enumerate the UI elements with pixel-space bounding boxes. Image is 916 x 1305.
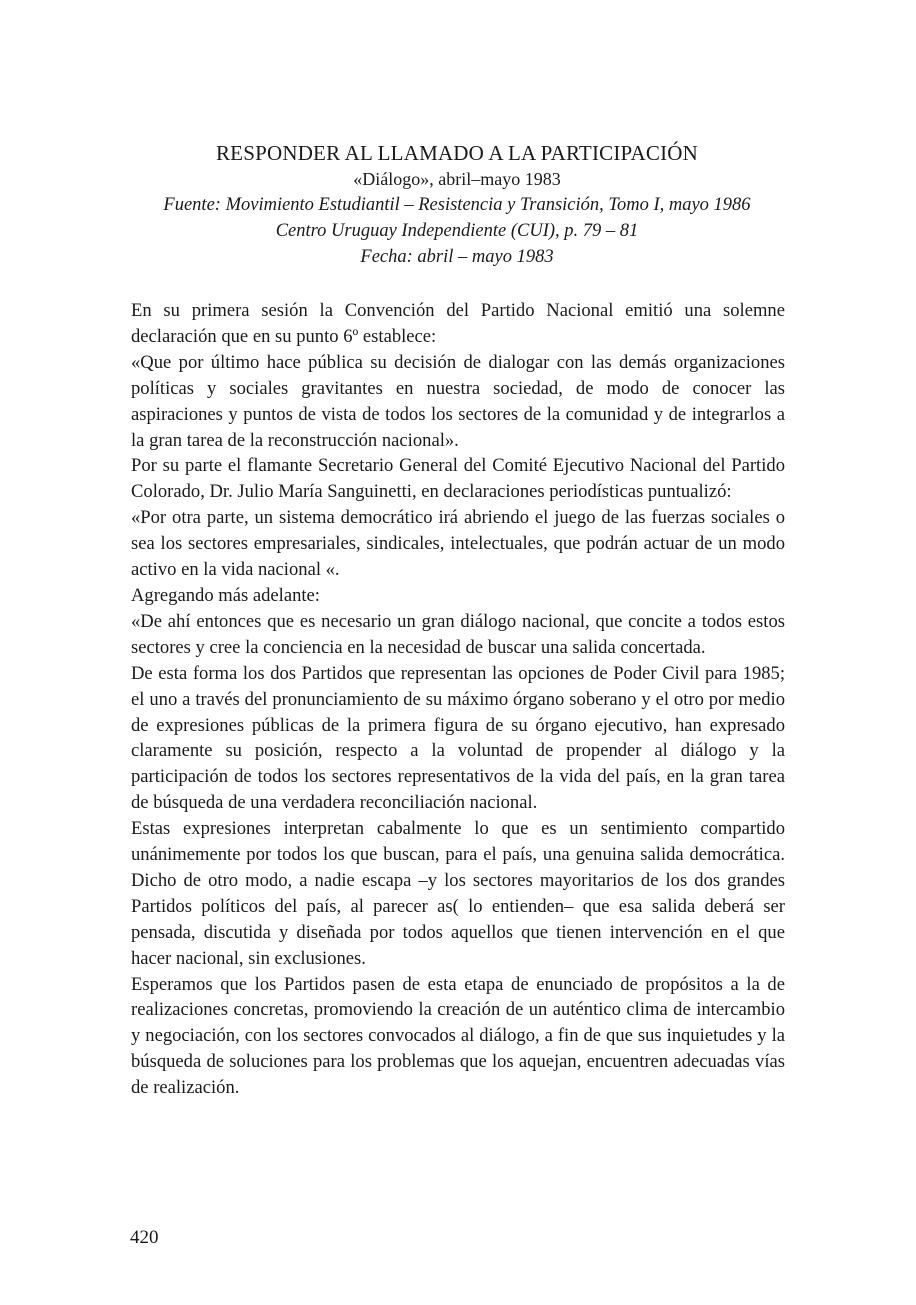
paragraph: «De ahí entonces que es necesario un gran diálogo nacional, que concite a todos estos sectores y cree la conciencia en la necesidad de buscar una salida concertada. <box>131 610 785 658</box>
document-title: RESPONDER AL LLAMADO A LA PARTICIPACIÓN <box>215 141 699 165</box>
paragraph: «Que por último hace pública su decisión de dialogar con las demás organizaciones políticas y sociales gravitantes en nuestra sociedad, de modo de conocer las aspiraciones y puntos de vista de todos los sectores de la comunidad y de integrarlos a la gran tarea de la reconstrucción nacional». <box>131 351 785 451</box>
page-number: 420 <box>130 1227 159 1248</box>
document-body <box>131 298 785 1101</box>
paragraph: «Por otra parte, un sistema democrático irá abriendo el juego de las fuerzas sociales o sea los sectores empresariales, sindicales, intelectuales, que podrán actuar de un modo activo en la vida nacional «. <box>131 507 785 581</box>
source-line-2: Centro Uruguay Independiente (CUI), p. 79 – 81 <box>275 221 639 241</box>
date-line: Fecha: abril – mayo 1983 <box>360 247 554 267</box>
document-subtitle: «Diálogo», abril–mayo 1983 <box>353 169 561 189</box>
document-header <box>130 140 784 270</box>
paragraph: Agregando más adelante: <box>131 584 320 606</box>
paragraph: En su primera sesión la Convención del Partido Nacional emitió una solemne declaración que en su punto 6º establece: <box>131 300 785 347</box>
source-line-1: Fuente: Movimiento Estudiantil – Resistencia y Transición, Tomo I, mayo 1986 <box>163 195 751 215</box>
paragraph: Por su parte el flamante Secretario General del Comité Ejecutivo Nacional del Partido Colorado, Dr. Julio María Sanguinetti, en declaraciones periodísticas puntualizó: <box>131 455 785 503</box>
paragraph: Estas expresiones interpretan cabalmente lo que es un sentimiento compartido unánimemente por todos los que buscan, para el país, una genuina salida democrática. Dicho de otro modo, a nadie escapa –y los sectores mayoritarios de los dos grandes Partidos políticos del país, al parecer as( lo entienden– que esa salida deberá ser pensada, discutida y diseñada por todos aquellos que tienen intervención en el que hacer nacional, sin exclusiones. <box>131 818 785 969</box>
paragraph: Esperamos que los Partidos pasen de esta etapa de enunciado de propósitos a la de realizaciones concretas, promoviendo la creación de un auténtico clima de intercambio y negociación, con los sectores convocados al diálogo, a fin de que sus inquietudes y la búsqueda de soluciones para los problemas que los aquejan, encuentren adecuadas vías de realización. <box>131 973 785 1099</box>
paragraph: De esta forma los dos Partidos que representan las opciones de Poder Civil para 1985; el uno a través del pronunciamiento de su máximo órgano soberano y el otro por medio de expresiones públicas de la primera figura de su órgano ejecutivo, han expresado claramente su posición, respecto a la voluntad de propender al diálogo y la participación de todos los sectores representativos de la vida del país, en la gran tarea de búsqueda de una verdadera reconciliación nacional. <box>131 662 785 814</box>
